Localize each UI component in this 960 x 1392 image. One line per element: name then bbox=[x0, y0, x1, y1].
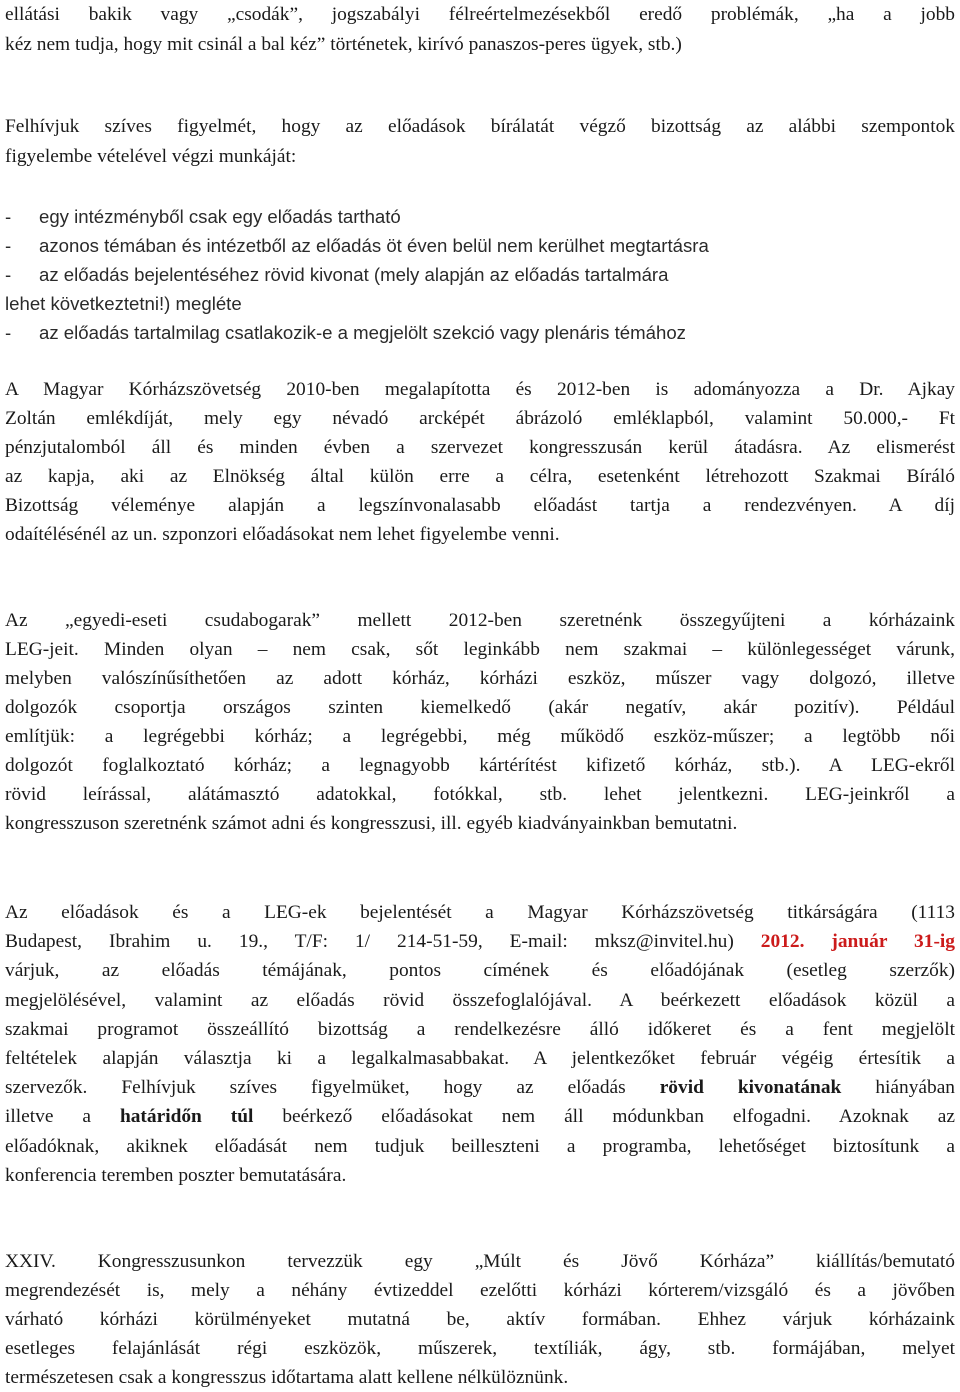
xxiv-line: természetesen csak a kongresszus időtartama alatt kellene nélkülöznünk. bbox=[5, 1367, 569, 1388]
submission-paragraph bbox=[5, 898, 955, 1190]
list-item bbox=[5, 260, 955, 289]
list-dash: - bbox=[5, 235, 12, 256]
list-item-text: azonos témában és intézetből az előadás öt éven belül nem kerülhet megtartásra bbox=[39, 235, 709, 256]
contact-text: Budapest, Ibrahim u. 19., T/F: 1/ 214-51-59, E-mail: mksz@invitel.hu) bbox=[5, 931, 761, 953]
leg-line: rövid leírással, alátámasztó adatokkal, fotókkal, stb. lehet jelentkezni. LEG-jeinkről a bbox=[5, 784, 955, 805]
award-line: az kapja, aki az Elnökség által külön erre a célra, esetenként létrehozott Szakmai Bíráló bbox=[5, 466, 955, 487]
submission-line: szakmai programot összeállító bizottság a rendelkezésre álló időkeret és a fent megjelölt bbox=[5, 1018, 955, 1040]
xxiv-line: XXIV. Kongresszusunkon tervezzük egy „Múlt és Jövő Kórháza” kiállítás/bemutató bbox=[5, 1251, 955, 1272]
intro-paragraph bbox=[5, 0, 955, 60]
text-span: illetve a bbox=[5, 1106, 120, 1128]
emphasis-short-abstract: rövid kivonatának bbox=[659, 1077, 842, 1099]
xxiv-line: várható kórházi körülményeket mutatná be, aktív formában. Ehhez várjuk kórházaink bbox=[5, 1309, 955, 1330]
xxiv-paragraph bbox=[5, 1247, 955, 1392]
award-line: A Magyar Kórházszövetség 2010-ben megalapította és 2012-ben is adományozza a Dr. Ajkay bbox=[5, 379, 955, 400]
submission-line: konferencia teremben poszter bemutatására. bbox=[5, 1164, 347, 1186]
award-line: Bizottság véleménye alapján a legszínvonalasabb előadást tartja a rendezvényen. A díj bbox=[5, 495, 955, 516]
leg-line: kongresszuson szeretnénk számot adni és kongresszusi, ill. egyéb kiadványainkban bemutatni. bbox=[5, 813, 738, 834]
text-span: szervezők. Felhívjuk szíves figyelmüket, hogy az előadás bbox=[5, 1077, 660, 1099]
criteria-list bbox=[5, 202, 955, 347]
leg-line: melyben valószínűsíthetően az adott kórház, kórházi eszköz, műszer vagy dolgozó, illetve bbox=[5, 668, 955, 689]
leg-line: említjük: a legrégebbi kórház; a legrégebbi, még működő eszköz-műszer; a legtöbb női bbox=[5, 726, 955, 747]
list-item bbox=[5, 231, 955, 260]
award-line: odaítélésénél az un. szponzori előadásokat nem lehet figyelembe venni. bbox=[5, 524, 560, 545]
xxiv-line: megrendezését is, mely a néhány évtizeddel ezelőtti kórházi kórterem/vizsgáló és a jövőben bbox=[5, 1280, 955, 1301]
award-line: pénzjutalomból áll és minden évben a szervezet kongresszusán kerül átadásra. Az elismerést bbox=[5, 437, 955, 458]
deadline-text: 2012. január 31-ig bbox=[760, 931, 955, 953]
review-line: figyelembe vételével végzi munkáját: bbox=[5, 146, 297, 167]
list-dash: - bbox=[5, 322, 12, 343]
submission-line bbox=[5, 1102, 955, 1131]
leg-paragraph bbox=[5, 606, 955, 838]
leg-line: dolgozót foglalkoztató kórház; a legnagyobb kártérítést kifizető kórház, stb.). A LEG-ekről bbox=[5, 755, 955, 776]
review-line: Felhívjuk szíves figyelmét, hogy az előadások bírálatát végző bizottság az alábbi szempontok bbox=[5, 116, 955, 137]
submission-line bbox=[5, 1073, 955, 1102]
award-paragraph bbox=[5, 375, 955, 549]
list-item-text: lehet következtetni!) megléte bbox=[5, 293, 242, 314]
text-span: hiányában bbox=[841, 1077, 956, 1099]
list-dash: - bbox=[5, 264, 12, 285]
leg-line: dolgozók csoportja országos szinten kiemelkedő (akár negatív, akár pozitív). Például bbox=[5, 697, 955, 718]
list-item-continuation bbox=[5, 289, 955, 318]
submission-line: előadóknak, akiknek előadását nem tudjuk beilleszteni a programba, lehetőséget biztosítunk a bbox=[5, 1135, 955, 1157]
intro-line: kéz nem tudja, hogy mit csinál a bal kéz” történetek, kirívó panaszos-peres ügyek, stb.) bbox=[5, 34, 682, 55]
list-item bbox=[5, 202, 955, 231]
list-item bbox=[5, 318, 955, 347]
intro-line: ellátási bakik vagy „csodák”, jogszabályi félreértelmezésekből eredő problémák, „ha a jobb bbox=[5, 4, 955, 25]
text-span: beérkező előadásokat nem áll módunkban elfogadni. Azoknak az bbox=[253, 1106, 955, 1128]
submission-line: várjuk, az előadás témájának, pontos címének és előadójának (esetleg szerzők) bbox=[5, 960, 955, 982]
submission-line: feltételek alapján választja ki a legalkalmasabbakat. A jelentkezőket február végéig értesítik a bbox=[5, 1048, 955, 1070]
submission-line bbox=[5, 927, 955, 956]
list-item-text: az előadás bejelentéséhez rövid kivonat (mely alapján az előadás tartalmára bbox=[39, 264, 669, 285]
leg-line: Az „egyedi-eseti csudabogarak” mellett 2012-ben szeretnénk összegyűjteni a kórházaink bbox=[5, 610, 955, 631]
award-line: Zoltán emlékdíját, mely egy névadó arcképét ábrázoló emléklapból, valamint 50.000,- Ft bbox=[5, 408, 955, 429]
list-item-text: egy intézményből csak egy előadás tartható bbox=[39, 206, 401, 227]
leg-line: LEG-jeit. Minden olyan – nem csak, sőt leginkább nem szakmai – különlegességet várunk, bbox=[5, 639, 955, 660]
emphasis-deadline: határidőn túl bbox=[119, 1106, 254, 1128]
submission-line: Az előadások és a LEG-ek bejelentését a Magyar Kórházszövetség titkárságára (1113 bbox=[5, 902, 955, 923]
xxiv-line: esetleges felajánlását régi eszközök, műszerek, textíliák, ágy, stb. formájában, melyet bbox=[5, 1338, 955, 1359]
review-paragraph bbox=[5, 112, 955, 172]
list-dash: - bbox=[5, 206, 12, 227]
submission-line: megjelölésével, valamint az előadás rövid összefoglalójával. A beérkezett előadások közül a bbox=[5, 989, 955, 1011]
list-item-text: az előadás tartalmilag csatlakozik-e a megjelölt szekció vagy plenáris témához bbox=[39, 322, 686, 343]
